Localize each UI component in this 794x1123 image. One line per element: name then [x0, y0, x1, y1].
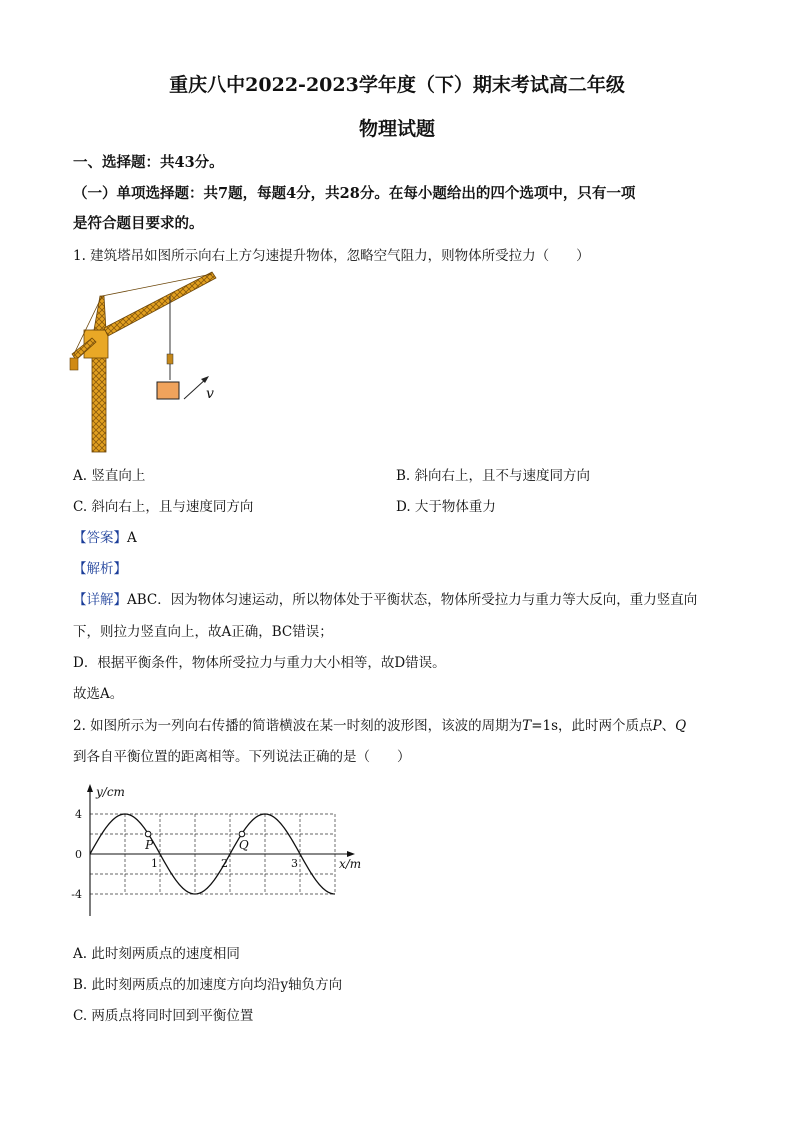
q1-conclusion: 故选A。	[73, 686, 124, 702]
section-heading: 一、选择题：共43分。	[73, 154, 224, 171]
x-axis-label: x/m	[339, 857, 362, 871]
q1-detail-line2: 下，则拉力竖直向上，故A正确，BC错误；	[73, 624, 333, 640]
analysis-tag: 【解析】	[73, 561, 127, 577]
counterweight	[70, 358, 78, 370]
subsection-heading-line2: 是符合题目要求的。	[73, 215, 204, 232]
x-tick-label: 1	[151, 857, 158, 870]
q2-stem-text-a: 2. 如图所示为一列向右传播的简谐横波在某一时刻的波形图，该波的周期为	[73, 718, 523, 734]
q2-option-b: B. 此时刻两质点的加速度方向均沿y轴负方向	[73, 977, 343, 993]
q2-stem-line1	[73, 714, 686, 734]
detail-tag: 【详解】	[73, 592, 127, 608]
crane-top-tower	[94, 296, 106, 330]
velocity-label: v	[206, 386, 214, 402]
x-tick-label: 3	[291, 857, 298, 870]
q2-separator: 、	[661, 718, 676, 734]
x-tick-label: 2	[221, 857, 228, 870]
q1-detail-line3: D．根据平衡条件，物体所受拉力与重力大小相等，故D错误。	[73, 655, 446, 671]
q2-option-a: A. 此时刻两质点的速度相同	[73, 946, 240, 962]
y-tick-label: 4	[75, 808, 82, 821]
q2-option-c: C. 两质点将同时回到平衡位置	[73, 1008, 254, 1024]
point-label-p: P	[145, 838, 154, 852]
y-tick-label: 0	[75, 848, 82, 861]
crane-figure	[66, 268, 226, 456]
q2-point-p: P	[652, 718, 662, 734]
point-marker-q	[239, 831, 245, 837]
y-tick-label: -4	[71, 888, 82, 901]
answer-tag: 【答案】	[73, 530, 127, 546]
q2-stem-line2: 到各自平衡位置的距离相等。下列说法正确的是（ ）	[73, 749, 411, 765]
q1-option-a: A. 竖直向上	[73, 468, 146, 484]
q2-point-q: Q	[675, 718, 687, 734]
q2-stem-text-b: =1s，此时两个质点	[531, 718, 653, 734]
q2-period-symbol: T	[522, 718, 532, 734]
q1-detail-line1	[73, 588, 697, 608]
q1-stem: 1. 建筑塔吊如图所示向右上方匀速提升物体，忽略空气阻力，则物体所受拉力（ ）	[73, 248, 590, 264]
answer-value: A	[127, 530, 137, 546]
q1-option-c: C. 斜向右上，且与速度同方向	[73, 499, 254, 515]
y-axis-label: y/cm	[96, 785, 125, 799]
wave-chart	[66, 780, 366, 926]
point-label-q: Q	[238, 838, 249, 852]
y-axis-arrow	[87, 784, 93, 792]
q1-answer	[73, 526, 137, 546]
load-box	[157, 382, 179, 399]
detail-text-1: ABC．因为物体匀速运动，所以物体处于平衡状态，物体所受拉力与重力等大反向，重力竖直向	[127, 592, 698, 608]
q1-option-d: D. 大于物体重力	[396, 499, 496, 515]
chart-axes	[87, 784, 355, 916]
q1-option-b: B. 斜向右上，且不与速度同方向	[396, 468, 591, 484]
page-subtitle: 物理试题	[358, 118, 435, 140]
subsection-heading-line1: （一）单项选择题：共7题，每题4分，共28分。在每小题给出的四个选项中，只有一项	[73, 185, 636, 202]
hook-block	[167, 354, 173, 364]
point-marker-p	[145, 831, 151, 837]
crane-jib	[104, 272, 216, 336]
page-title: 重庆八中2022-2023学年度（下）期末考试高二年级	[169, 74, 625, 96]
